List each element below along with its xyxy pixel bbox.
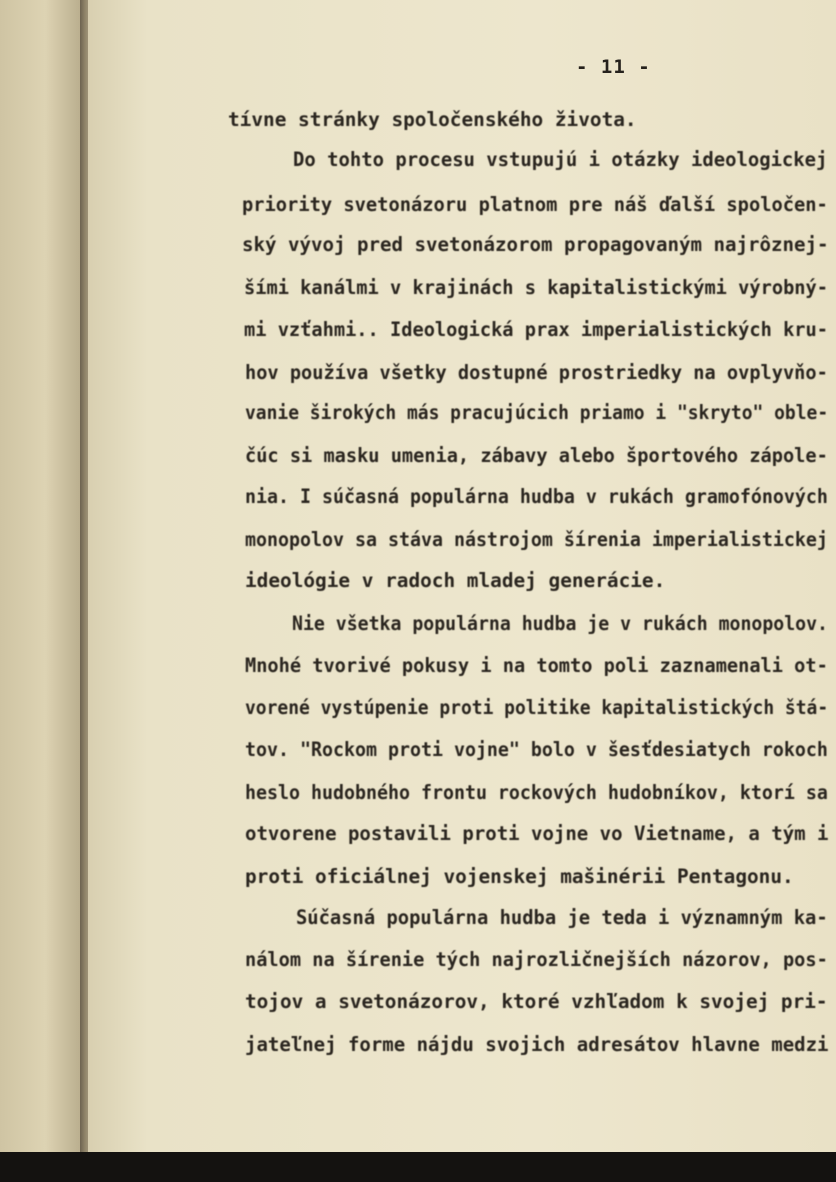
text-line: tívne stránky spoločenského života.	[228, 108, 637, 131]
document-page	[88, 0, 836, 1152]
text-line: tov. "Rockom proti vojne" bolo v šesťdesiatych rokoch	[245, 738, 828, 761]
page-number: - 11 -	[576, 56, 651, 78]
text-line: Do tohto procesu vstupujú i otázky ideologickej	[293, 148, 828, 171]
text-line: ideológie v radoch mladej generácie.	[245, 569, 666, 592]
text-line: priority svetonázoru platnom pre náš ďalší spoločen-	[242, 193, 828, 216]
text-line: Nie všetka populárna hudba je v rukách monopolov.	[292, 612, 829, 635]
text-line: otvorene postavili proti vojne vo Vietname, a tým i	[245, 822, 829, 845]
text-line: ský vývoj pred svetonázorom propagovaným najrôznej-	[242, 233, 829, 256]
text-line: mi vzťahmi.. Ideologická prax imperialistických kru-	[244, 318, 828, 341]
text-line: tojov a svetonázorov, ktoré vzhľadom k svojej pri-	[245, 990, 828, 1013]
text-line: nálom na šírenie tých najrozličnejších názorov, pos-	[245, 948, 828, 971]
text-line: vanie širokých más pracujúcich priamo i "skryto" oble-	[245, 401, 829, 424]
text-line: Mnohé tvorivé pokusy i na tomto poli zaznamenali ot-	[245, 654, 828, 677]
text-line: nia. I súčasná populárna hudba v rukách gramofónových	[245, 485, 828, 508]
text-line: šími kanálmi v krajinách s kapitalistickými výrobný-	[244, 276, 828, 299]
text-line: proti oficiálnej vojenskej mašinérii Pentagonu.	[245, 865, 794, 888]
text-line: hov používa všetky dostupné prostriedky na ovplyvňo-	[245, 361, 828, 384]
adjacent-page-edge	[0, 0, 82, 1152]
text-line: vorené vystúpenie proti politike kapitalistických štá-	[245, 696, 829, 719]
text-line: Súčasná populárna hudba je teda i významným ka-	[296, 906, 828, 929]
text-line: heslo hudobného frontu rockových hudobníkov, ktorí sa	[245, 781, 828, 804]
text-line: monopolov sa stáva nástrojom šírenia imperialistickej	[245, 528, 828, 551]
text-line: jateľnej forme nájdu svojich adresátov hlavne medzi	[245, 1033, 829, 1056]
text-line: čúc si masku umenia, zábavy alebo športového zápole-	[245, 444, 828, 467]
scan-bottom-edge	[0, 1152, 836, 1182]
